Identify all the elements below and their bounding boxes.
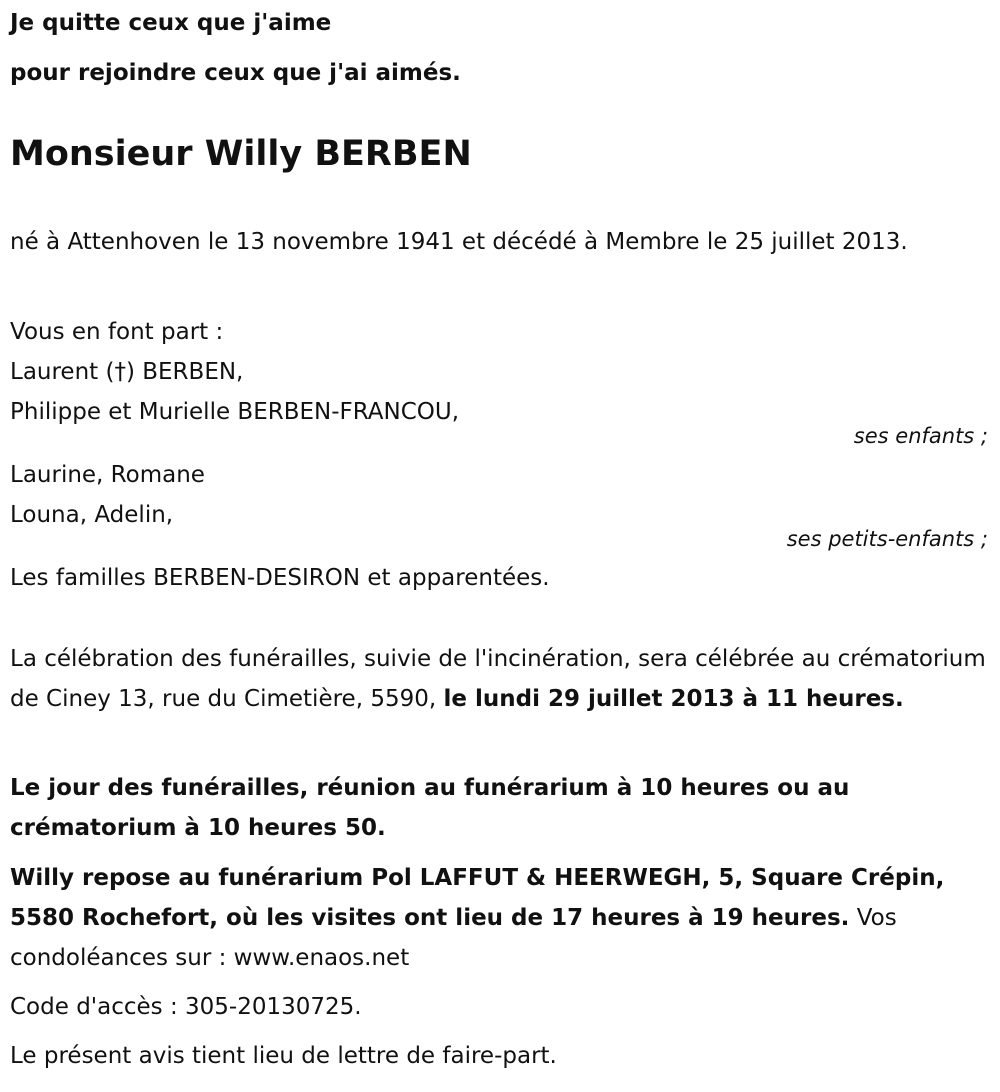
grandchild-line-1: Laurine, Romane	[10, 462, 205, 488]
closing-block	[10, 1036, 988, 1076]
grandchild-line-2: Louna, Adelin,	[10, 502, 174, 528]
child-1: Laurent (†) BERBEN,	[10, 359, 244, 385]
children-label: ses enfants ;	[853, 424, 988, 448]
meeting-text: Le jour des funérailles, réunion au funérarium à 10 heures ou au crématorium à 10 heures 50.	[10, 775, 850, 841]
verse-line-1: Je quitte ceux que j'aime	[10, 10, 332, 36]
condolences-text: Vos condoléances sur : www.enaos.net	[10, 905, 897, 971]
visitation-block	[10, 858, 988, 978]
child-2: Philippe et Murielle BERBEN-FRANCOU,	[10, 399, 460, 425]
ceremony-date: le lundi 29 juillet 2013 à 11 heures.	[443, 686, 904, 712]
families: Les familles BERBEN-DESIRON et apparentées.	[10, 565, 550, 591]
ceremony-paragraph	[10, 639, 988, 719]
visitation-text: Willy repose au funérarium Pol LAFFUT & HEERWEGH, 5, Square Crépin, 5580 Rochefort, où les visites ont lieu de 17 heures à 19 heures.	[10, 865, 945, 931]
announcement-intro: Vous en font part :	[10, 319, 224, 345]
grandchildren-block	[10, 455, 988, 535]
verse-line-2: pour rejoindre ceux que j'ai aimés.	[10, 60, 461, 86]
access-code: Code d'accès : 305-20130725.	[10, 994, 362, 1020]
access-code-block	[10, 987, 988, 1027]
deceased-name: Monsieur Willy BERBEN	[10, 134, 472, 174]
announcement-block	[10, 312, 988, 432]
closing-text: Le présent avis tient lieu de lettre de faire-part.	[10, 1043, 557, 1069]
meeting-block	[10, 768, 988, 848]
families-text	[10, 558, 988, 598]
grandchildren-label: ses petits-enfants ;	[786, 527, 988, 551]
birth-death: né à Attenhoven le 13 novembre 1941 et décédé à Membre le 25 juillet 2013.	[10, 229, 908, 255]
birth-death-text	[10, 222, 988, 262]
ceremony-block	[10, 639, 988, 719]
ceremony-text: La célébration des funérailles, suivie de l'incinération, sera célébrée au crématorium de Ciney 13, rue du Cimetière, 5590,	[10, 646, 986, 712]
